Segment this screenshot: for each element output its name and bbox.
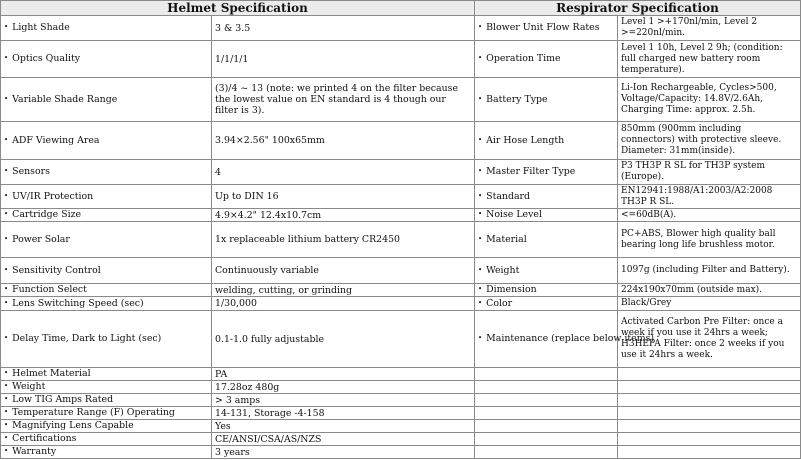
respirator-label: • Material [475,222,618,258]
helmet-value: > 3 amps [212,394,475,407]
helmet-value: 3 years [212,446,475,459]
respirator-value: Li-Ion Rechargeable, Cycles>500, Voltage/Capacity: 14.8V/2.6Ah, Charging Time: approx. 2.5h. [618,78,801,122]
helmet-label: • Warranty [1,446,212,459]
helmet-value: 4.9×4.2" 12.4x10.7cm [212,209,475,222]
helmet-label: • Lens Switching Speed (sec) [1,297,212,311]
respirator-label: • Dimension [475,284,618,297]
helmet-label: • Certifications [1,433,212,446]
respirator-label: • Maintenance (replace below items) [475,311,618,368]
helmet-value: 1/30,000 [212,297,475,311]
respirator-label: • Master Filter Type [475,160,618,185]
respirator-label: • Operation Time [475,41,618,78]
respirator-value: 224x190x70mm (outside max). [618,284,801,297]
table-row [1,420,801,433]
helmet-label: • Sensors [1,160,212,185]
table-row [1,160,801,185]
helmet-value: Up to DIN 16 [212,185,475,209]
table-row [1,311,801,368]
spec-body [1,16,801,459]
respirator-value: P3 TH3P R SL for TH3P system (Europe). [618,160,801,185]
respirator-label [475,407,618,420]
helmet-value: 1x replaceable lithium battery CR2450 [212,222,475,258]
table-row [1,122,801,160]
helmet-label: • Delay Time, Dark to Light (sec) [1,311,212,368]
helmet-label: • Function Select [1,284,212,297]
respirator-value: Activated Carbon Pre Filter: once a week if you use it 24hrs a week; H3HEPA Filter: once 2 weeks if you use it 24hrs a week. [618,311,801,368]
helmet-label: • Variable Shade Range [1,78,212,122]
respirator-value [618,433,801,446]
respirator-value: PC+ABS, Blower high quality ball bearing long life brushless motor. [618,222,801,258]
table-row [1,368,801,381]
helmet-label: • Magnifying Lens Capable [1,420,212,433]
helmet-label: • ADF Viewing Area [1,122,212,160]
respirator-value: 1097g (including Filter and Battery). [618,258,801,284]
respirator-value [618,381,801,394]
helmet-value: 4 [212,160,475,185]
helmet-label: • Sensitivity Control [1,258,212,284]
helmet-label: • Power Solar [1,222,212,258]
table-row [1,394,801,407]
table-row [1,78,801,122]
helmet-value: 3 & 3.5 [212,16,475,41]
table-row [1,284,801,297]
helmet-value: Continuously variable [212,258,475,284]
helmet-value: 3.94×2.56" 100x65mm [212,122,475,160]
respirator-value [618,446,801,459]
table-row [1,381,801,394]
table-row [1,258,801,284]
table-row [1,297,801,311]
helmet-label: • Temperature Range (F) Operating [1,407,212,420]
respirator-label [475,446,618,459]
respirator-value: Level 1 10h, Level 2 9h; (condition: full charged new battery room temperature). [618,41,801,78]
helmet-value: 1/1/1/1 [212,41,475,78]
helmet-spec-header: Helmet Specification [1,1,475,16]
table-row [1,41,801,78]
table-row [1,16,801,41]
respirator-label [475,368,618,381]
respirator-spec-header: Respirator Specification [475,1,801,16]
helmet-value: 17.28oz 480g [212,381,475,394]
table-row [1,407,801,420]
respirator-label: • Color [475,297,618,311]
respirator-label [475,420,618,433]
respirator-label: • Noise Level [475,209,618,222]
helmet-value: PA [212,368,475,381]
table-row [1,446,801,459]
helmet-value: CE/ANSI/CSA/AS/NZS [212,433,475,446]
respirator-value: 850mm (900mm including connectors) with protective sleeve. Diameter: 31mm(inside). [618,122,801,160]
helmet-label: • Cartridge Size [1,209,212,222]
helmet-value: 0.1-1.0 fully adjustable [212,311,475,368]
helmet-label: • Optics Quality [1,41,212,78]
respirator-value: <=60dB(A). [618,209,801,222]
table-row [1,433,801,446]
respirator-value: Black/Grey [618,297,801,311]
table-row [1,222,801,258]
helmet-value: 14-131, Storage -4-158 [212,407,475,420]
respirator-label: • Weight [475,258,618,284]
helmet-label: • Light Shade [1,16,212,41]
respirator-label: • Battery Type [475,78,618,122]
helmet-label: • Weight [1,381,212,394]
helmet-label: • Helmet Material [1,368,212,381]
respirator-label [475,433,618,446]
respirator-value: EN12941:1988/A1:2003/A2:2008 TH3P R SL. [618,185,801,209]
respirator-label: • Air Hose Length [475,122,618,160]
table-row [1,185,801,209]
helmet-label: • Low TIG Amps Rated [1,394,212,407]
respirator-value: Level 1 >+170nl/min, Level 2 >=220nl/min. [618,16,801,41]
respirator-value [618,420,801,433]
helmet-value: welding, cutting, or grinding [212,284,475,297]
respirator-value [618,407,801,420]
respirator-label: • Blower Unit Flow Rates [475,16,618,41]
helmet-label: • UV/IR Protection [1,185,212,209]
respirator-value [618,394,801,407]
respirator-label [475,381,618,394]
helmet-value: (3)/4 ~ 13 (note: we printed 4 on the filter because the lowest value on EN standard is 4 though our filter is 3). [212,78,475,122]
table-row [1,209,801,222]
respirator-value [618,368,801,381]
helmet-value: Yes [212,420,475,433]
respirator-label [475,394,618,407]
respirator-label: • Standard [475,185,618,209]
